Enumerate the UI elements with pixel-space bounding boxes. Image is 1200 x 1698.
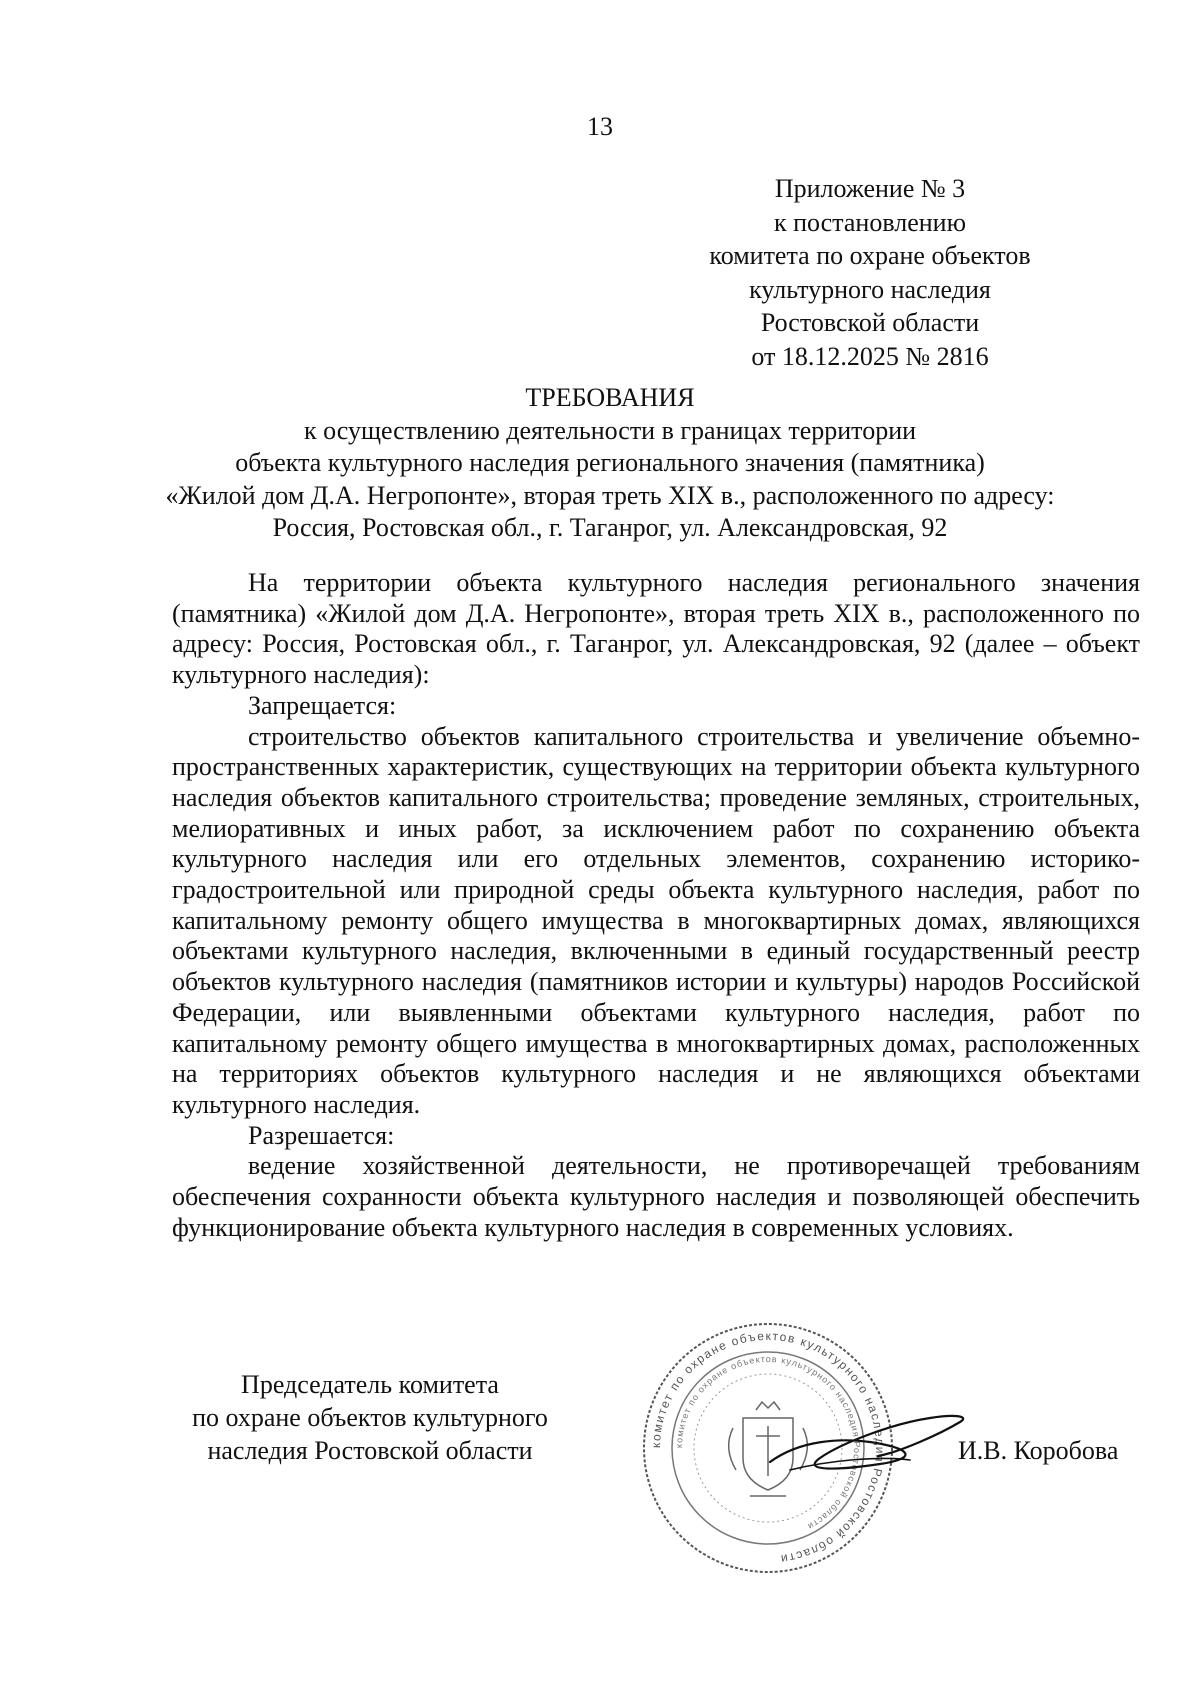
seal-inner-text: комитет по охране объектов культурного наследия Ростовской области (673, 1353, 863, 1533)
position-line: Председатель комитета (241, 1370, 499, 1399)
signatory-position (170, 1368, 570, 1467)
title-line: «Жилой дом Д.А. Негропонте», вторая треть XIX в., расположенного по адресу: (165, 480, 1055, 510)
title-line: Россия, Ростовская обл., г. Таганрог, ул. Александровская, 92 (272, 513, 948, 542)
seal-ring-text: комитет по охране объектов культурного наследия Ростовской области (648, 1328, 888, 1567)
appendix-header (700, 172, 1040, 374)
title-heading: ТРЕБОВАНИЯ (525, 383, 695, 412)
allowed-label: Разрешается: (248, 1120, 395, 1150)
intro-paragraph: На территории объекта культурного наследия регионального значения (памятника) «Жилой дом Д.А. Негропонте», вторая треть XIX в., расположенного по адресу: Россия, Ростовская обл., г. Таганрог, ул. Александровская, 92 (далее – объект культурного наследия): (172, 568, 1140, 690)
title-line: объекта культурного наследия регионального значения (памятника) (235, 448, 985, 477)
handwritten-signature (760, 1400, 980, 1490)
appendix-line: к постановлению (773, 207, 967, 237)
signatory-name: И.В. Коробова (958, 1436, 1119, 1465)
position-line: наследия Ростовской области (207, 1436, 533, 1465)
document-title (160, 382, 1060, 545)
appendix-line: комитета по охране объектов (709, 241, 1031, 271)
title-line: к осуществлению деятельности в границах территории (303, 415, 917, 445)
prohibited-label: Запрещается: (248, 690, 397, 720)
allowed-paragraph: ведение хозяйственной деятельности, не противоречащей требованиям обеспечения сохранности объекта культурного наследия и позволяющей обеспечить функционирование объекта культурного наследия в современных условиях. (172, 1151, 1140, 1242)
appendix-line: культурного наследия (749, 274, 991, 304)
appendix-line: Ростовской области (760, 308, 980, 338)
prohibited-paragraph: строительство объектов капитального строительства и увеличение объемно-пространственных характеристик, существующих на территории объекта культурного наследия объектов капитального строительства; проведение земляных, строительных, мелиоративных и иных работ, за исключением работ по сохранению объекта культурного наследия или его отдельных элементов, сохранению историко-градостроительной или природной среды объекта культурного наследия, работ по капитальному ремонту общего имущества в многоквартирных домах, являющихся объектами культурного наследия, включенными в единый государственный реестр объектов культурного наследия (памятников истории и культуры) народов Российской Федерации, или выявленными объектами культурного наследия, работ по капитальному ремонту общего имущества в многоквартирных домах, расположенных на территориях объектов культурного наследия и не являющихся объектами культурного наследия. (172, 721, 1140, 1119)
document-body (172, 568, 1140, 1243)
appendix-line: от 18.12.2025 № 2816 (751, 341, 989, 371)
page-number: 13 (587, 112, 613, 141)
appendix-line: Приложение № 3 (774, 174, 966, 203)
position-line: по охране объектов культурного (192, 1403, 548, 1432)
